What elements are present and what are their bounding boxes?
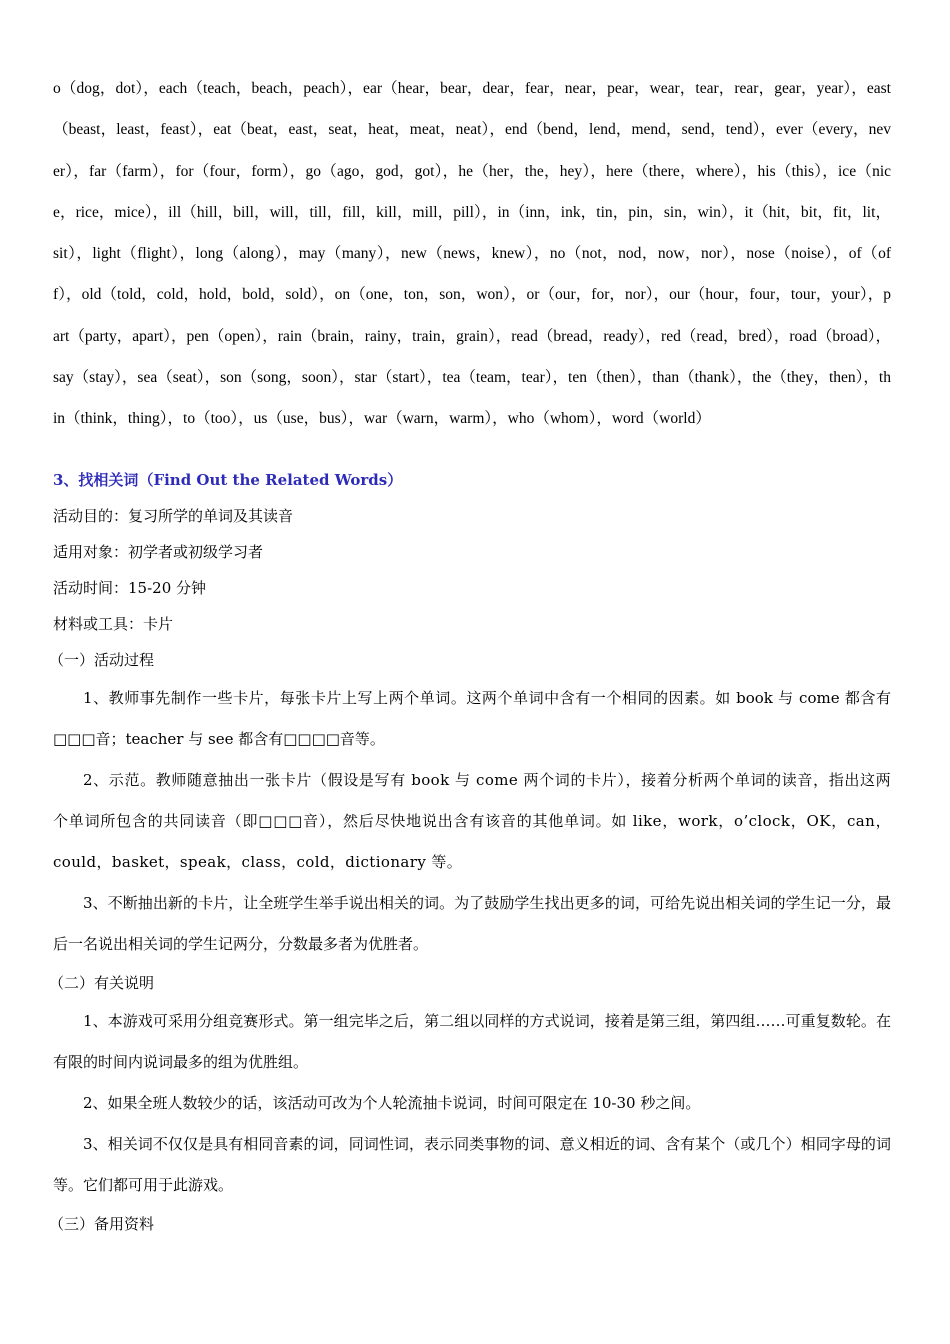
notes-heading: （二）有关说明 bbox=[49, 974, 155, 993]
activity-purpose: 活动目的：复习所学的单词及其读音 bbox=[53, 506, 294, 525]
related-word-list: o（dog，dot），each（teach，beach，peach），ear（hear，bear，dear，fear，near，pear，wear，tear，rear，gear，year），east（beast，least，feast），eat（beat，east，seat，heat，meat，neat），end（bend，lend，mend，send，tend），ever（every，never），far（farm），for（four，form），go（ago，god，got），he（her，the，hey），here（there，where），his（this），ice（nice，rice，mice），ill（hill，bill，will，till，fill，kill，mill，pill），in（inn，ink，tin，pin，sin，win），it（hit，bit，fit，lit，sit），light（flight），long（along），may（many），new（news，knew），no（not，nod，now，nor），nose（noise），of（off），old（told，cold，hold，bold，sold），on（one，ton，son，won），or（our，for，nor），our（hour，four，tour，your），part（party，apart），pen（open），rain（brain，rainy，train，grain），read（bread，ready），red（read，bred），road（broad），say（stay），sea（seat），son（song，soon），star（start），tea（team，tear），ten（then），than（thank），the（they，then），thin（think，thing），to（too），us（use，bus），war（warn，warm），who（whom），word（world） bbox=[53, 80, 891, 428]
target-audience: 适用对象：初学者或初级学习者 bbox=[53, 542, 264, 561]
resources-heading: （三）备用资料 bbox=[49, 1215, 155, 1234]
materials: 材料或工具：卡片 bbox=[53, 615, 174, 634]
note-item: 1、本游戏可采用分组竞赛形式。第一组完毕之后，第二组以同样的方式说词，接着是第三组，第四组……可重复数轮。在有限的时间内说词最多的组为优胜组。 bbox=[53, 1012, 891, 1072]
document-page bbox=[49, 68, 891, 1242]
process-heading: （一）活动过程 bbox=[49, 651, 155, 670]
process-step: 3、不断抽出新的卡片，让全班学生举手说出相关的词。为了鼓励学生找出更多的词，可给先说出相关词的学生记一分，最后一名说出相关词的学生记两分，分数最多者为优胜者。 bbox=[53, 894, 891, 954]
section-title: 3、找相关词（Find Out the Related Words） bbox=[53, 470, 403, 489]
process-step: 1、教师事先制作一些卡片，每张卡片上写上两个单词。这两个单词中含有一个相同的因素。如 book 与 come 都含有□□□音；teacher 与 see 都含有□□□□音等。 bbox=[53, 689, 891, 749]
note-item: 2、如果全班人数较少的话，该活动可改为个人轮流抽卡说词，时间可限定在 10-30 秒之间。 bbox=[83, 1094, 701, 1113]
note-item: 3、相关词不仅仅是具有相同音素的词，同词性词，表示同类事物的词、意义相近的词、含有某个（或几个）相同字母的词等。它们都可用于此游戏。 bbox=[53, 1135, 891, 1195]
activity-duration: 活动时间：15-20 分钟 bbox=[53, 579, 207, 598]
process-step: 2、示范。教师随意抽出一张卡片（假设是写有 book 与 come 两个词的卡片），接着分析两个单词的读音，指出这两个单词所包含的共同读音（即□□□音），然后尽快地说出含有该音的其他单词。如 like，work，o’clock，OK，can，could，basket，speak，class，cold，dictionary 等。 bbox=[53, 771, 891, 872]
